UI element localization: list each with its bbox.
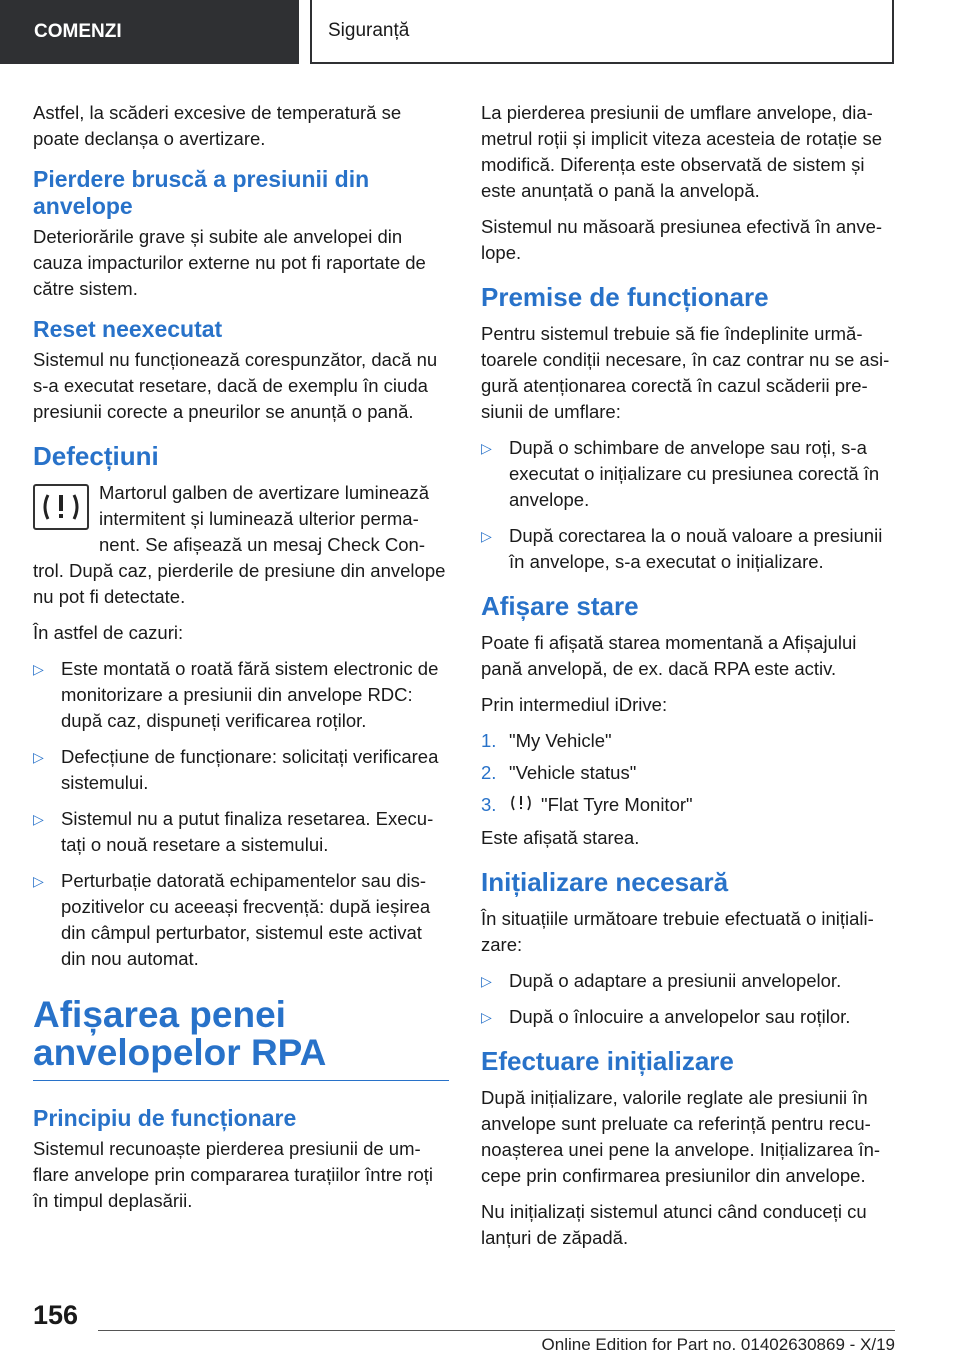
steps-list	[481, 728, 897, 819]
premises-list	[481, 435, 897, 575]
paragraph-status: Poate fi afișată starea momentană a Afișajului pană anvelopă, de ex. dacă RPA este activ.	[481, 632, 857, 679]
heading-reset: Reset neexecutat	[33, 316, 223, 342]
list-item: 2. "Vehicle status"	[481, 762, 637, 783]
heading-principle: Principiu de funcționare	[33, 1105, 297, 1131]
heading-rpa: Afișarea penei anvelopelor RPA	[33, 996, 449, 1081]
triangle-right-icon: ▷	[33, 749, 44, 765]
triangle-right-icon: ▷	[481, 528, 492, 544]
tyre-pressure-warning-icon	[509, 793, 533, 819]
paragraph-principle: Sistemul recunoaște pierderea presiunii de umflare anvelope prin compararea turațiilor între roți în timpul deplasării.	[33, 1138, 433, 1211]
heading-init-needed: Inițializare necesară	[481, 867, 729, 898]
paragraph-reset: Sistemul nu funcționează corespunzător, dacă nu s-a executat resetare, dacă de exemplu în ciuda presiunii corecte a pneurilor se anunță o pană.	[33, 349, 438, 422]
list-item: ▷ După o înlocuire a anvelopelor sau roților.	[481, 1004, 897, 1030]
defects-block	[33, 480, 449, 610]
paragraph-init-needed: În situațiile următoare trebuie efectuată o inițializare:	[481, 908, 874, 956]
list-item: ▷ După corectarea la o nouă valoare a presiunii în anvelope, s-a executat o inițializare.	[481, 525, 883, 572]
list-item: 1. "My Vehicle"	[481, 730, 612, 751]
list-item: ▷ Este montată o roată fără sistem electronic de monitorizare a presiunii din anvelope RDC: după caz, dispuneți verificarea roților.	[33, 658, 439, 731]
paragraph-defects: Martorul galben de avertizare luminează intermitent și luminează ulterior permanent. Se afișează un mesaj Check Control. După caz, pierderile de presiune din anvelope nu pot fi detectate.	[33, 482, 446, 607]
right-column	[481, 100, 897, 1261]
intro-paragraph: Astfel, la scăderi excesive de temperatură se poate declanșa o avertizare.	[33, 102, 402, 149]
triangle-right-icon: ▷	[481, 973, 492, 990]
edition-footer: Online Edition for Part no. 01402630869 - X/19	[541, 1335, 895, 1354]
paragraph-diameter: La pierderea presiunii de umflare anvelope, diametrul roții și implicit viteza acesteia de rotație se modifică. Diferența este observată de sistem și este anunțată o pană la anvelopă.	[481, 102, 882, 201]
left-column	[33, 100, 449, 1224]
list-item: ▷ Sistemul nu a putut finaliza resetarea. Executați o nouă resetare a sistemului.	[33, 808, 434, 855]
list-item: ▷ Defecțiune de funcționare: solicitați verificarea sistemului.	[33, 746, 439, 793]
footer-divider	[98, 1330, 895, 1331]
triangle-right-icon: ▷	[33, 811, 44, 827]
paragraph-do-init: După inițializare, valorile reglate ale presiunii în anvelope sunt preluate ca referință pentru recunoașterea unei pene la anvelope. Inițializarea începe prin confirmarea presiunilor din anvelope.	[481, 1087, 881, 1187]
heading-do-init: Efectuare inițializare	[481, 1046, 734, 1077]
paragraph-cases: În astfel de cazuri:	[33, 622, 184, 643]
cases-list	[33, 656, 449, 972]
section-tab	[0, 0, 299, 64]
subsection-tab	[310, 0, 894, 64]
triangle-right-icon: ▷	[33, 661, 44, 677]
paragraph-status-shown: Este afișată starea.	[481, 827, 640, 849]
list-item: ▷ După o adaptare a presiunii anvelopelor.	[481, 968, 897, 994]
paragraph-idrive: Prin intermediul iDrive:	[481, 694, 668, 715]
list-item: ▷ După o schimbare de anvelope sau roți, s-a executat o inițializare cu presiunea corectă în anvelope.	[481, 437, 880, 510]
triangle-right-icon: ▷	[33, 873, 44, 889]
list-item: 3. "Flat Tyre Monitor"	[481, 792, 897, 819]
paragraph-premises: Pentru sistemul trebuie să fie îndeplinite următoarele condiții necesare, în caz contrar nu se asigură atenționarea corectă în cazul scăderii presiunii de umflare:	[481, 323, 890, 422]
page-number: 156	[33, 1300, 79, 1330]
heading-sudden-loss: Pierdere bruscă a presiunii din anvelope	[33, 166, 370, 219]
heading-status: Afișare stare	[481, 591, 639, 621]
triangle-right-icon: ▷	[481, 440, 492, 456]
triangle-right-icon: ▷	[481, 1009, 492, 1026]
paragraph-snow-chains: Nu inițializați sistemul atunci când conduceți cu lanțuri de zăpadă.	[481, 1201, 867, 1249]
init-needed-list	[481, 968, 897, 1030]
tyre-pressure-warning-icon	[33, 484, 89, 530]
heading-premises: Premise de funcționare	[481, 282, 769, 312]
list-item: ▷ Perturbație datorată echipamentelor sau dispozitivelor cu aceeași frecvență: după ieșirea din câmpul perturbator, sistemul este activat din nou automat.	[33, 870, 431, 969]
paragraph-sudden-loss: Deteriorările grave și subite ale anvelopei din cauza impacturilor externe nu pot fi raportate de către sistem.	[33, 226, 426, 299]
section-title: COMENZI	[34, 21, 122, 42]
heading-defects: Defecțiuni	[33, 441, 159, 471]
subsection-title: Siguranță	[328, 20, 410, 41]
paragraph-measure: Sistemul nu măsoară presiunea efectivă în anvelope.	[481, 216, 883, 263]
